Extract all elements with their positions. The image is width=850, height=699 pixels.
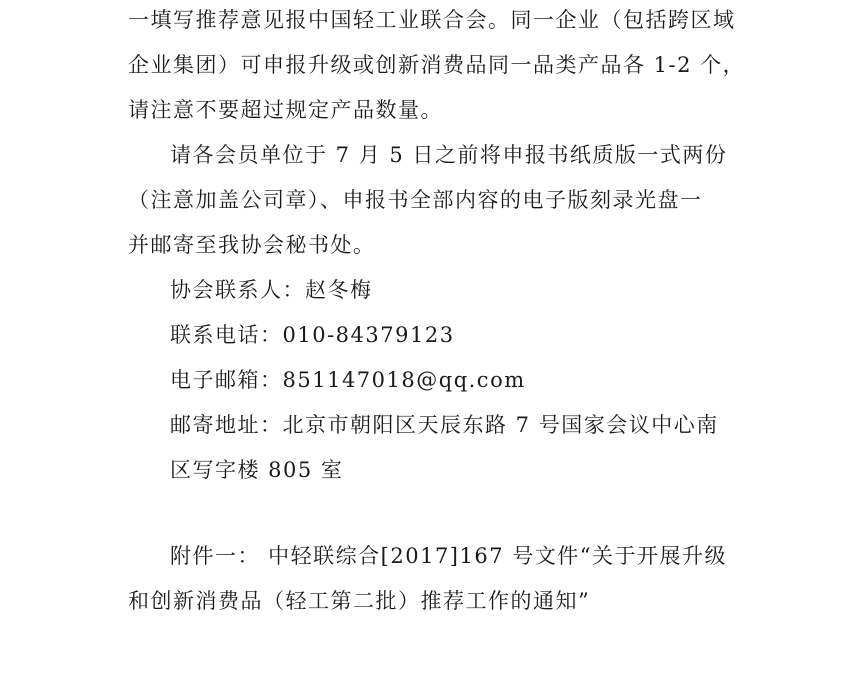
paragraph-2-line-2: （注意加盖公司章）、申报书全部内容的电子版刻录光盘一 bbox=[128, 188, 703, 212]
attachment-line-1: 附件一： 中轻联综合[2017]167 号文件“关于开展升级 bbox=[170, 544, 727, 568]
attachment-line-2: 和创新消费品（轻工第二批）推荐工作的通知” bbox=[128, 589, 591, 613]
contact-email: 电子邮箱：851147018@qq.com bbox=[170, 368, 526, 392]
paragraph-1-line-3: 请注意不要超过规定产品数量。 bbox=[128, 98, 443, 122]
paragraph-1-line-2: 企业集团）可申报升级或创新消费品同一品类产品各 1-2 个， bbox=[128, 53, 746, 77]
contact-phone: 联系电话：010-84379123 bbox=[170, 323, 455, 347]
contact-address-line-1: 邮寄地址：北京市朝阳区天辰东路 7 号国家会议中心南 bbox=[170, 413, 719, 437]
contact-person: 协会联系人：赵冬梅 bbox=[170, 278, 373, 302]
paragraph-1-line-1: 一填写推荐意见报中国轻工业联合会。同一企业（包括跨区域 bbox=[128, 8, 736, 32]
contact-address-line-2: 区写字楼 805 室 bbox=[170, 458, 344, 482]
paragraph-2-line-1: 请各会员单位于 7 月 5 日之前将申报书纸质版一式两份 bbox=[170, 143, 728, 167]
paragraph-2-line-3: 并邮寄至我协会秘书处。 bbox=[128, 233, 376, 257]
